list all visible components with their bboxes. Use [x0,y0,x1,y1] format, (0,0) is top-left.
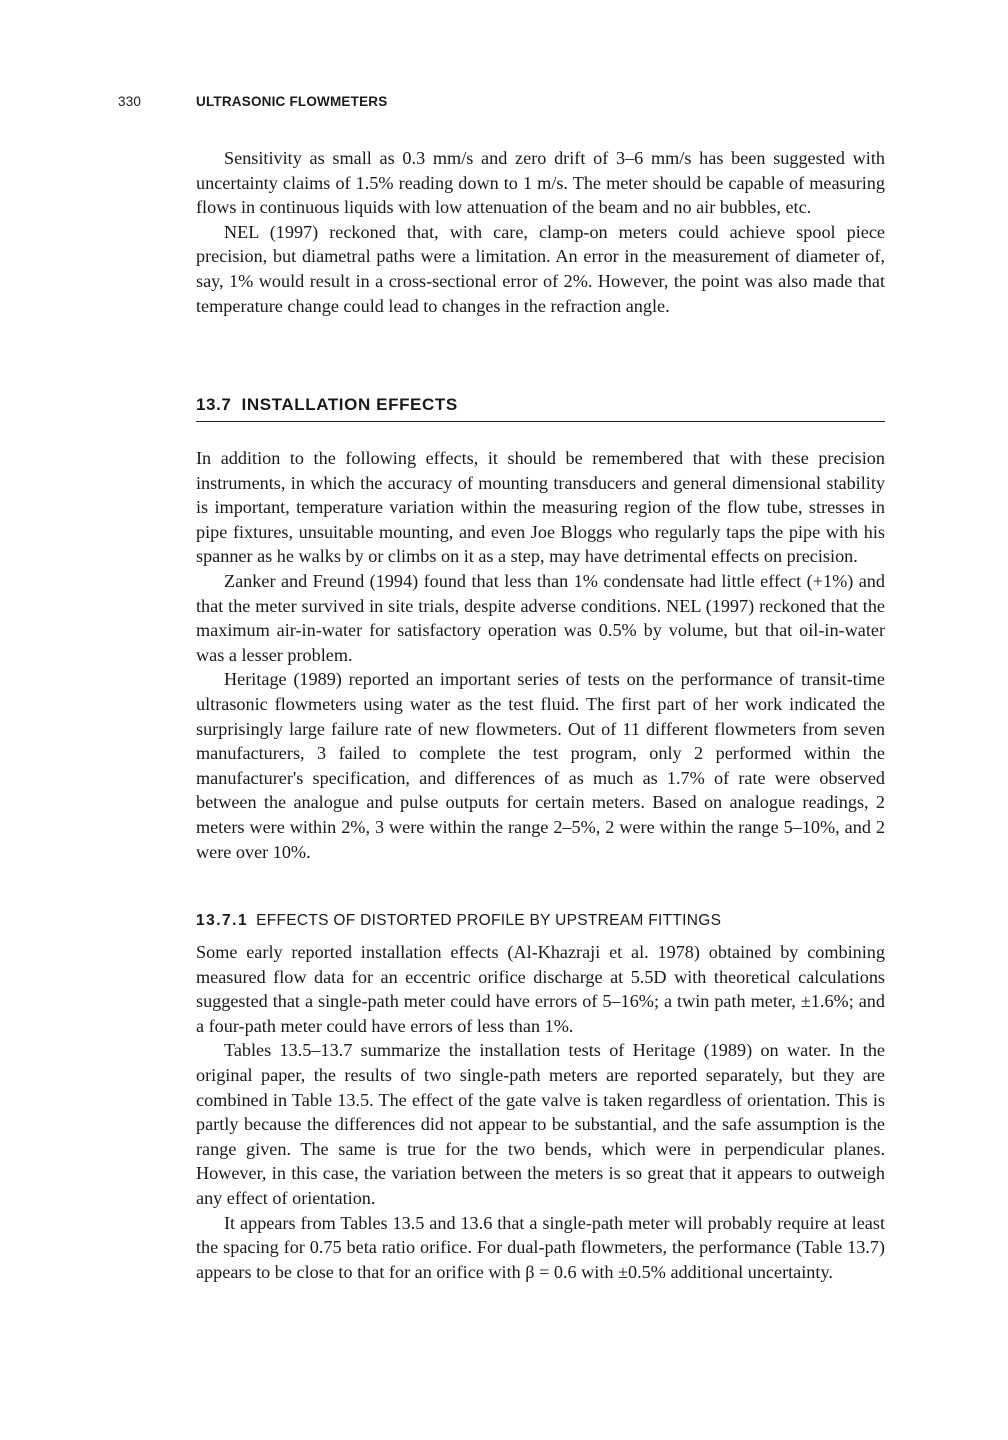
section-heading [196,395,885,422]
paragraph: It appears from Tables 13.5 and 13.6 that a single-path meter will probably require at least the spacing for 0.75 beta ratio orifice. For dual-path flowmeters, the performance (Table 13.7) appears to be close to that for an orifice with β = 0.6 with ±0.5% additional uncertainty. [196,1212,885,1282]
paragraph: Tables 13.5–13.7 summarize the installation tests of Heritage (1989) on water. In the original paper, the results of two single-path meters are reported separately, but they are combined in Table 13.5. The effect of the gate valve is taken regardless of orientation. This is partly because the differences did not appear to be substantial, and the safe assumption is the range given. The same is true for the two bends, which were in perpendicular planes. However, in this case, the variation between the meters is so great that it appears to outweigh any effect of orientation. [196,1040,885,1208]
subsection-heading [196,912,885,930]
section-title: INSTALLATION EFFECTS [241,395,458,414]
paragraph: In addition to the following effects, it should be remembered that with these precision instruments, in which the accuracy of mounting transducers and general dimensional stability is important, temperature variation within the measuring region of the flow tube, stresses in pipe fixtures, unsuitable mounting, and even Joe Bloggs who regularly taps the pipe with his spanner as he walks by or climbs on it as a step, may have detrimental effects on precision. [196,448,885,567]
subsection-number: 13.7.1 [196,912,249,929]
paragraph: Some early reported installation effects (Al-Khazraji et al. 1978) obtained by combining measured flow data for an eccentric orifice discharge at 5.5D with theoretical calculations suggested that a single-path meter could have errors of 5–16%; a twin path meter, ±1.6%; and a four-path meter could have errors of less than 1%. [196,942,885,1036]
paragraph: Zanker and Freund (1994) found that less than 1% condensate had little effect (+1%) and that the meter survived in site trials, despite adverse conditions. NEL (1997) reckoned that the maximum air-in-water for satisfactory operation was 0.5% by volume, but that oil-in-water was a lesser problem. [196,570,885,665]
paragraph: Heritage (1989) reported an important series of tests on the performance of transit-time ultrasonic flowmeters using water as the test fluid. The first part of her work indicated the surprisingly large failure rate of new flowmeters. Out of 11 different flowmeters from seven manufacturers, 3 failed to complete the test program, only 2 performed within the manufacturer's specification, and differences of as much as 1.7% of rate were observed between the analogue and pulse outputs for certain meters. Based on analogue readings, 2 meters were within 2%, 3 were within the range 2–5%, 2 were within the range 5–10%, and 2 were over 10%. [196,669,885,862]
running-head-title: ULTRASONIC FLOWMETERS [196,94,388,109]
section-text-block [196,446,885,864]
paragraph: NEL (1997) reckoned that, with care, clamp-on meters could achieve spool piece precision, but diametral paths were a limitation. An error in the measurement of diameter of, say, 1% would result in a cross-sectional error of 2%. However, the point was also made that temperature change could lead to changes in the refraction angle. [196,221,885,316]
paragraph: Sensitivity as small as 0.3 mm/s and zero drift of 3–6 mm/s has been suggested with uncertainty claims of 1.5% reading down to 1 m/s. The meter should be capable of measuring flows in continuous liquids with low attenuation of the beam and no air bubbles, etc. [196,148,885,218]
page-number: 330 [118,94,142,109]
running-head [118,94,387,109]
section-number: 13.7 [196,395,232,414]
subsection-text-block [196,940,885,1284]
subsection-title: EFFECTS OF DISTORTED PROFILE BY UPSTREAM FITTINGS [256,912,722,929]
intro-text-block [196,146,885,318]
